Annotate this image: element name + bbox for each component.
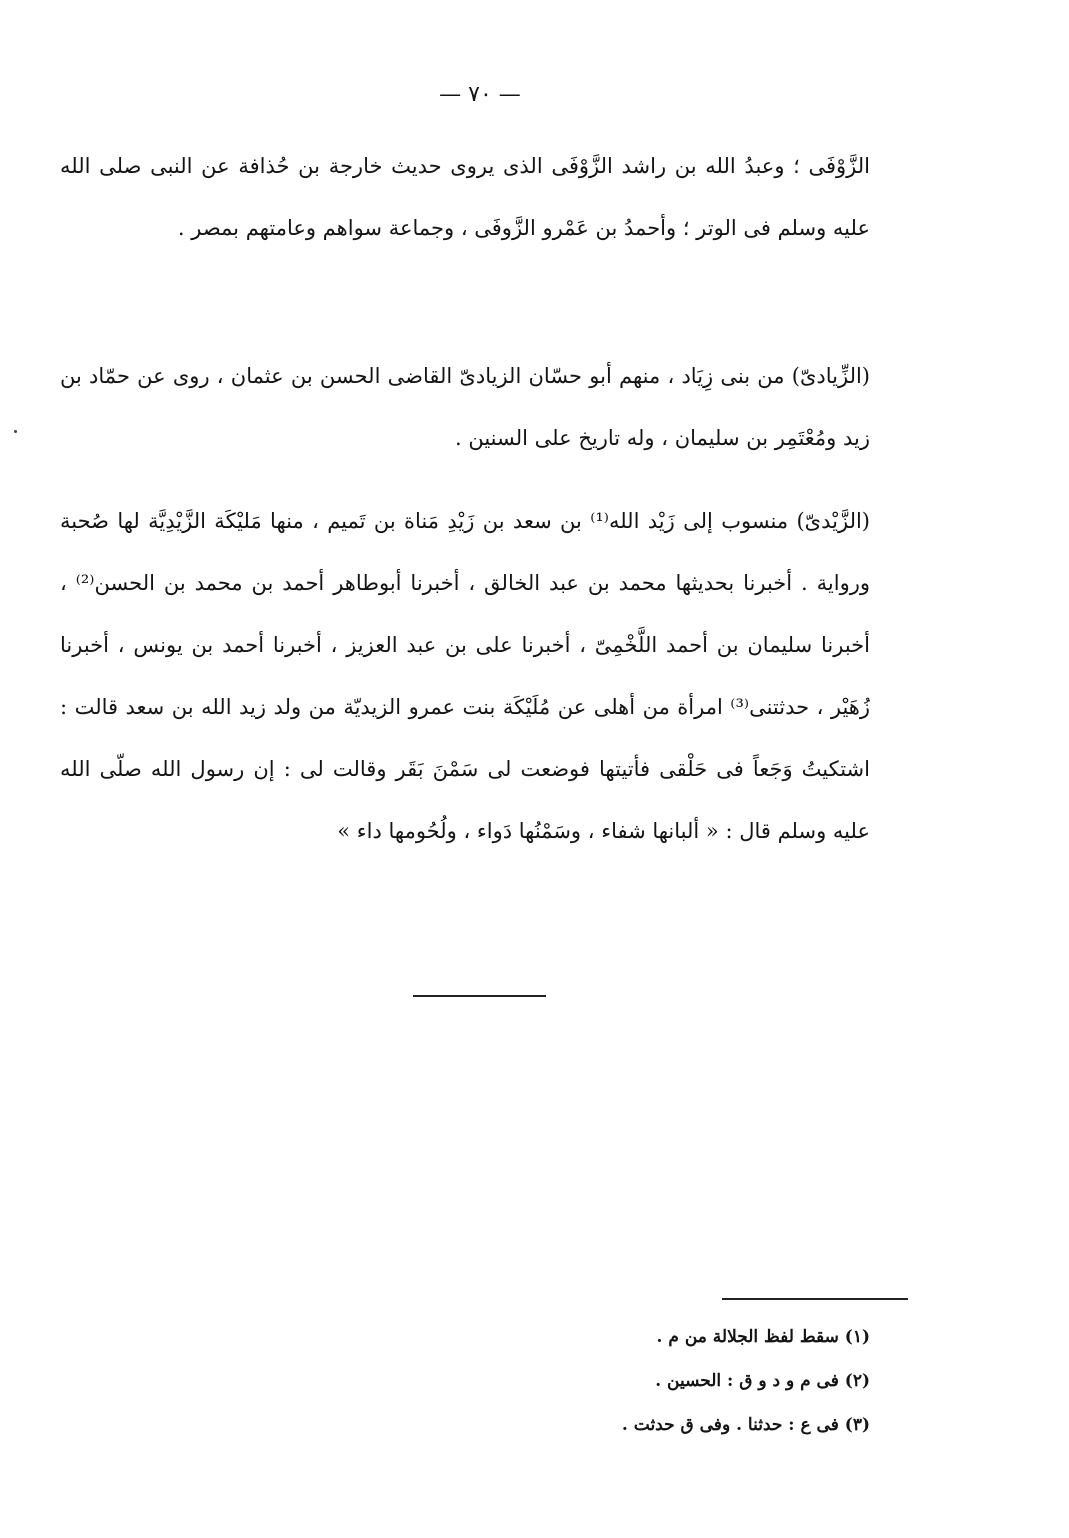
- footnote-3: (٣) فى ع : حدثنا . وفى ق حدثت .: [621, 1415, 870, 1435]
- footnotes: [400, 1315, 870, 1447]
- paragraph-zawfi: [60, 135, 870, 259]
- scan-speck: [14, 430, 17, 433]
- paragraph-text: (الزَّيْدىّ) منسوب إلى زَيْد الله⁽¹⁾ بن سعد بن زَيْدِ مَناة بن تَميم ، منها مَليْكَة الزَّيْدِيَّة لها صُحبة ورواية . أخبرنا بحديثها محمد بن عبد الخالق ، أخبرنا أبوطاهر أحمد بن محمد بن الحسن⁽²⁾ ، أخبرنا سليمان بن أحمد اللَّخْمِىّ ، أخبرنا على بن عبد العزيز ، أخبرنا أحمد بن يونس ، أخبرنا زُهَيْر ، حدثتنى⁽³⁾ امرأة من أهلى عن مُلَيْكَة بنت عمرو الزيديّة من ولد زيد الله بن سعد قالت : اشتكيتُ وَجَعاً فى حَلْقى فأتيتها فوضعت لى سَمْنَ بَقَر وقالت لى : إن رسول الله صلّى الله عليه وسلم قال : « ألبانها شفاء ، وسَمْنُها دَواء ، ولُحُومها داء »: [60, 509, 871, 843]
- footnote-2: (٢) فى م و د و ق : الحسين .: [655, 1371, 870, 1391]
- paragraph-text: (الزِّيادىّ) من بنى زِيَاد ، منهم أبو حسّان الزيادىّ القاضى الحسن بن عثمان ، روى عن حمّاد بن زيد ومُعْتَمِر بن سليمان ، وله تاريخ على السنين .: [60, 364, 870, 450]
- section-divider: [413, 995, 546, 997]
- paragraph-zaydi: [60, 490, 870, 862]
- footnote-1: (١) سقط لفظ الجلالة من م .: [656, 1327, 870, 1347]
- footnote-rule: [722, 1298, 908, 1300]
- page-number: — ٧٠ —: [439, 82, 521, 107]
- paragraph-text: الزَّوْفَى ؛ وعبدُ الله بن راشد الزَّوْفَى الذى يروى حديث خارجة بن حُذافة عن النبى صلى الله عليه وسلم فى الوتر ؛ وأحمدُ بن عَمْرو الزَّوفَى ، وجماعة سواهم وعامتهم بمصر .: [60, 154, 870, 240]
- paragraph-ziyadi: [60, 345, 870, 469]
